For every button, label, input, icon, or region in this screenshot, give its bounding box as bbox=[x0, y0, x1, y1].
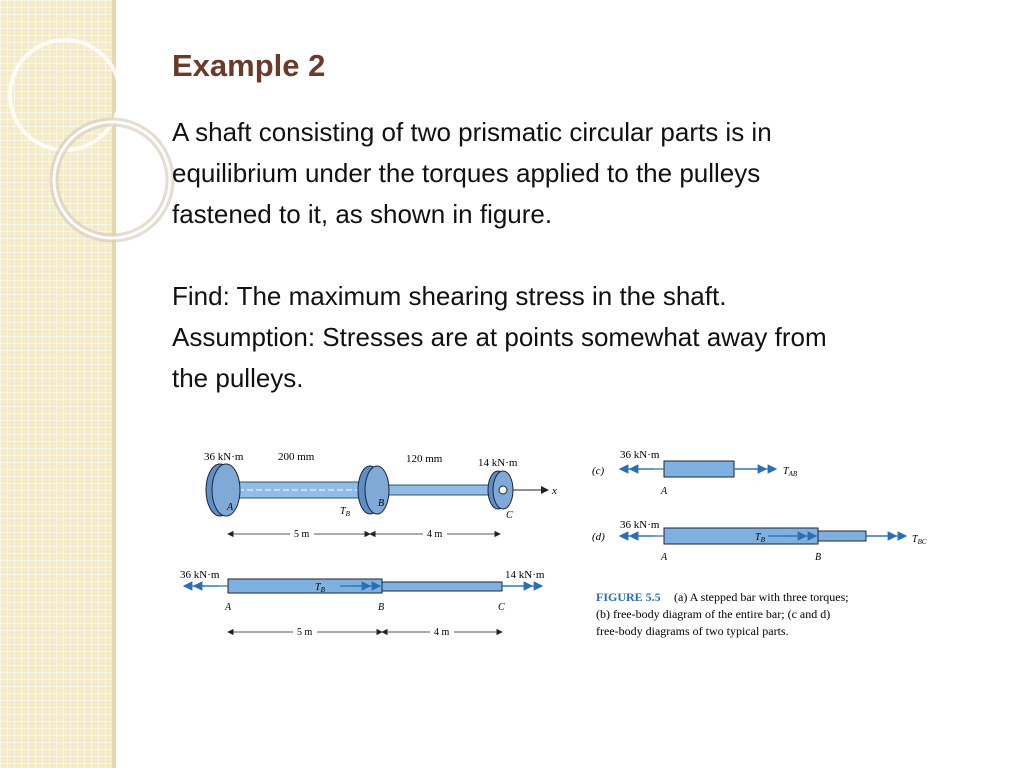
shaft-3d-diagram bbox=[204, 451, 557, 540]
paragraph-line: equilibrium under the torques applied to the pulleys bbox=[172, 158, 761, 188]
fbd-bar-bc bbox=[382, 582, 502, 591]
panel-c-torque: 36 kN·m bbox=[620, 449, 660, 461]
diameter-ab-label: 200 mm bbox=[278, 451, 315, 463]
fbd-point-b: B bbox=[378, 602, 385, 613]
fbd-point-a: A bbox=[225, 602, 232, 613]
panel-d-torque: 36 kN·m bbox=[620, 519, 660, 531]
point-c-label: C bbox=[506, 510, 513, 521]
panel-d-point-b: B bbox=[815, 552, 822, 563]
panel-d-point-a: A bbox=[661, 552, 668, 563]
length-ab-label: 5 m bbox=[294, 529, 310, 540]
point-b-label: B bbox=[378, 498, 385, 509]
figure-5-5 bbox=[180, 424, 951, 650]
length-bc-label: 4 m bbox=[427, 529, 443, 540]
panel-c-torque-ab: $T_{AB}$ bbox=[783, 466, 798, 478]
x-axis-label: x bbox=[552, 485, 557, 497]
panel-c-bar bbox=[664, 461, 734, 477]
find-statement: Find: The maximum shearing stress in the shaft. bbox=[172, 281, 727, 311]
fbd-point-c: C bbox=[498, 602, 505, 613]
fbd-length-bc: 4 m bbox=[434, 627, 450, 638]
assumption-line: Assumption: Stresses are at points somewhat away from bbox=[172, 322, 827, 352]
paragraph-line: fastened to it, as shown in figure. bbox=[172, 199, 553, 229]
point-a-label: A bbox=[227, 502, 234, 513]
assumption-line: the pulleys. bbox=[172, 363, 304, 393]
panel-c-label: (c) bbox=[592, 465, 605, 477]
panel-d-bar-bc bbox=[818, 531, 866, 541]
paragraph-line: A shaft consisting of two prismatic circular parts is in bbox=[172, 117, 772, 147]
panel-d-tb: $T_B$ bbox=[755, 532, 765, 544]
slide-title: Example 2 bbox=[172, 48, 326, 83]
panel-c-point-a: A bbox=[661, 486, 668, 497]
panel-d-label: (d) bbox=[592, 531, 605, 543]
panel-d-tbc: $T_{BC}$ bbox=[912, 534, 927, 546]
fbd-entire-bar bbox=[180, 569, 545, 638]
figure-caption bbox=[596, 590, 849, 638]
figure-number: FIGURE 5.5 bbox=[596, 590, 661, 604]
fbd-part-c bbox=[592, 449, 798, 497]
caption-line-1: (a) A stepped bar with three torques; bbox=[674, 590, 849, 604]
fbd-tb-label: $T_B$ bbox=[315, 582, 325, 594]
caption-line-2: (b) free-body diagram of the entire bar; (c and d) bbox=[596, 607, 831, 621]
tb-label: $T_B$ bbox=[340, 506, 350, 518]
fbd-length-ab: 5 m bbox=[297, 627, 313, 638]
caption-line-3: free-body diagrams of two typical parts. bbox=[596, 624, 789, 638]
slide-body bbox=[172, 112, 972, 399]
torque-a-label: 36 kN·m bbox=[204, 451, 244, 463]
fbd-part-d bbox=[592, 519, 927, 563]
fbd-torque-a: 36 kN·m bbox=[180, 569, 220, 581]
decorative-circles bbox=[0, 0, 200, 300]
diameter-bc-label: 120 mm bbox=[406, 453, 443, 465]
figure-svg bbox=[180, 424, 951, 650]
fbd-torque-c: 14 kN·m bbox=[505, 569, 545, 581]
torque-c-label: 14 kN·m bbox=[478, 457, 518, 469]
